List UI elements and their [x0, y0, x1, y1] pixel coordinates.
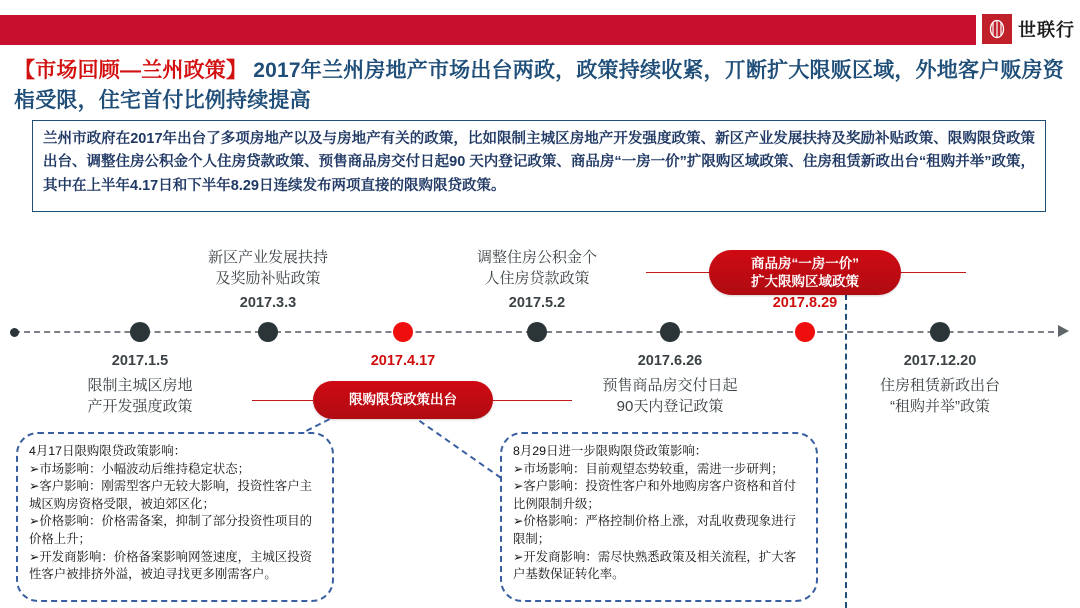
timeline-arrow-icon	[1058, 325, 1069, 337]
timeline-pill-e6-line1: 商品房“一房一价”	[751, 255, 859, 271]
timeline-dot-e7[interactable]	[930, 322, 950, 342]
timeline-desc-e1-line1: 限制主城区房地	[87, 377, 193, 394]
callout-left-line-2: ➢客户影响：刚需型客户无较大影响，投资性客户主城区购房资格受限，被迫郊区化；	[29, 479, 312, 511]
page-title	[14, 56, 1070, 117]
callout-left-line-3: ➢价格影响：价格需备案，抑制了部分投资性项目的价格上升；	[29, 514, 312, 547]
pill-rule-right-e3	[492, 400, 572, 401]
timeline-date-e5: 2017.6.26	[637, 353, 703, 369]
timeline-dot-e1[interactable]	[130, 322, 150, 342]
timeline-desc-e2	[208, 248, 328, 289]
timeline-desc-e2-line2: 及奖励补贴政策	[215, 269, 321, 287]
timeline-pill-e6-line2: 扩大限购区域政策	[751, 273, 859, 289]
timeline-date-e4: 2017.5.2	[508, 295, 566, 311]
timeline-desc-e7-line2: “租购并举”政策	[889, 397, 990, 415]
page-title-highlight: 【市场回顾—兰州政策】	[14, 59, 248, 82]
timeline-desc-e5-line1: 预售商品房交付日起	[602, 377, 738, 394]
timeline-pill-e3-label: 限购限贷政策出台	[349, 392, 457, 408]
callout-right-line-1: ➢市场影响：目前观望态势较重，需进一步研判；	[513, 461, 784, 476]
callout-right-line-4: ➢开发商影响：需尽快熟悉政策及相关流程，扩大客户基数保证转化率。	[513, 549, 796, 582]
timeline-date-e7: 2017.12.20	[903, 353, 977, 369]
summary-box: 兰州市政府在2017年出台了多项房地产以及与房地产有关的政策，比如限制主城区房地产开发强度政策、新区产业发展扶持及奖励补贴政策、限购限贷政策出台、调整住房公积金个人住房贷款政策、预售商品房交付日起90 天内登记政策、商品房“一房一价”扩限购区域政策、住房租赁新政出台“租购并举”政策，其中在上半年4.17日和下半年8.29日连续发布两项直接的限购限贷政策。	[32, 120, 1046, 212]
timeline-dot-e4[interactable]	[527, 322, 547, 342]
timeline-dot-e6[interactable]	[795, 322, 815, 342]
callout-left-line-4: ➢开发商影响：价格备案影响网签速度，主城区投资性客户被排挤外溢，被迫寻找更多刚需客户。	[29, 549, 312, 582]
callout-right-line-2: ➢客户影响：投资性客户和外地购房客户资格和首付比例限制升级；	[513, 479, 796, 511]
timeline-desc-e4-line2: 人住房贷款政策	[484, 269, 590, 287]
company-name: 世联行	[1018, 20, 1075, 40]
company-logo-icon	[982, 14, 1012, 44]
timeline-desc-e5	[602, 376, 737, 417]
callout-right-heading: 8月29日进一步限购限贷政策影响：	[513, 444, 708, 458]
timeline-desc-e7-line1: 住房租赁新政出台	[879, 377, 1001, 394]
timeline-mid-divider	[845, 284, 847, 608]
timeline-dot-e5[interactable]	[660, 322, 680, 342]
timeline-pill-e3[interactable]	[313, 381, 493, 419]
connector-right	[419, 420, 510, 485]
header-red-bar	[0, 15, 976, 45]
timeline-date-e6: 2017.8.29	[772, 295, 838, 311]
timeline-desc-e2-line1: 新区产业发展扶持	[207, 249, 329, 266]
timeline-date-e1: 2017.1.5	[111, 353, 169, 369]
timeline-dot-e3[interactable]	[393, 322, 413, 342]
callout-box-august	[500, 432, 818, 602]
timeline-dot-e2[interactable]	[258, 322, 278, 342]
timeline-desc-e4-line1: 调整住房公积金个	[476, 249, 598, 266]
callout-box-april	[16, 432, 334, 602]
callout-right-line-3: ➢价格影响：严格控制价格上涨，对乱收费现象进行限制；	[513, 514, 796, 547]
timeline-desc-e5-line2: 90天内登记政策	[616, 397, 724, 415]
timeline-desc-e7	[880, 376, 1000, 417]
timeline-date-e3: 2017.4.17	[370, 353, 436, 369]
callout-left-heading: 4月17日限购限贷政策影响：	[29, 444, 186, 458]
timeline-desc-e4	[477, 248, 597, 289]
timeline-pill-e6[interactable]	[709, 250, 901, 295]
brand-logo	[982, 14, 1075, 44]
callout-left-line-1: ➢市场影响：小幅波动后维持稳定状态；	[29, 461, 251, 476]
page-title-rest: 2017年兰州房地产市场出台两政，政策持续收紧，丌断扩大限贩区域，外地客户贩房资栺受限，住宅首付比例持续提高	[14, 59, 1064, 113]
timeline-date-e2: 2017.3.3	[239, 295, 297, 311]
timeline-desc-e1-line2: 产开发强度政策	[87, 397, 193, 415]
timeline-start-dot	[10, 328, 19, 337]
timeline-desc-e1	[87, 376, 192, 417]
